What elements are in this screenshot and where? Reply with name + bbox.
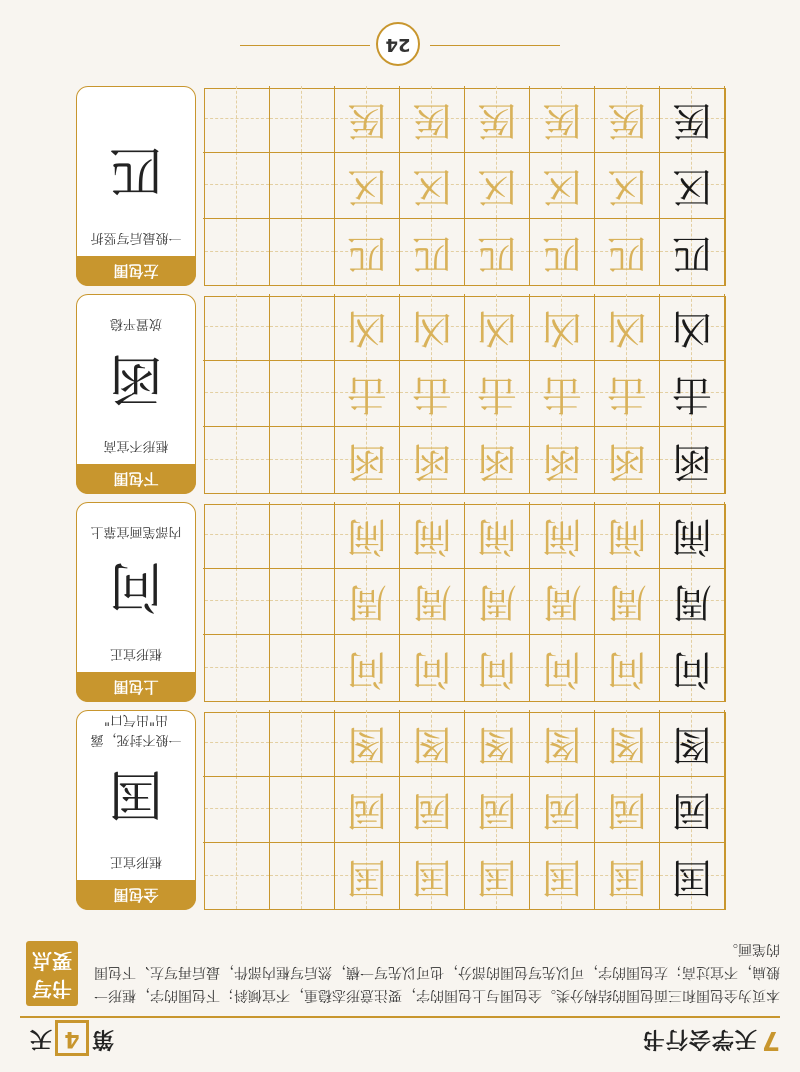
model-cell — [660, 776, 725, 842]
trace-cell[interactable] — [335, 502, 400, 568]
model-cell — [660, 568, 725, 634]
trace-character: 击 — [347, 371, 387, 417]
blank-practice-cell[interactable] — [205, 776, 270, 842]
trace-cell[interactable] — [335, 843, 400, 909]
trace-character: 凶 — [347, 305, 387, 351]
trace-cell[interactable] — [530, 219, 595, 285]
trace-cell[interactable] — [595, 843, 660, 909]
model-character: 国 — [672, 854, 712, 900]
trace-cell[interactable] — [595, 86, 660, 152]
model-cell — [660, 294, 725, 360]
trace-cell[interactable] — [465, 710, 530, 776]
blank-practice-cell[interactable] — [205, 568, 270, 634]
trace-cell[interactable] — [400, 635, 465, 701]
trace-cell[interactable] — [530, 502, 595, 568]
trace-cell[interactable] — [400, 502, 465, 568]
trace-character: 国 — [347, 854, 387, 900]
trace-character: 匹 — [607, 230, 647, 276]
description-line-2: 放置平稳 — [110, 316, 163, 331]
practice-row — [203, 153, 725, 219]
trace-cell[interactable] — [465, 776, 530, 842]
trace-character: 闹 — [477, 513, 517, 559]
structure-label: 全包围 — [76, 880, 196, 910]
model-cell — [660, 502, 725, 568]
structure-label: 上包围 — [76, 672, 196, 702]
page-number-rule-right — [240, 45, 370, 46]
trace-cell[interactable] — [465, 502, 530, 568]
structure-description — [85, 524, 187, 663]
trace-cell[interactable] — [530, 86, 595, 152]
trace-cell[interactable] — [530, 843, 595, 909]
trace-cell[interactable] — [400, 294, 465, 360]
trace-cell[interactable] — [335, 294, 400, 360]
trace-cell[interactable] — [400, 843, 465, 909]
practice-row — [203, 569, 725, 635]
practice-row — [203, 635, 725, 701]
practice-row — [203, 503, 725, 569]
blank-practice-cell[interactable] — [205, 635, 270, 701]
trace-character: 问 — [412, 646, 452, 692]
trace-character: 闹 — [607, 513, 647, 559]
day-number: 4 — [55, 1020, 89, 1056]
blank-practice-cell[interactable] — [270, 568, 335, 634]
trace-cell[interactable] — [400, 568, 465, 634]
practice-grid — [204, 88, 726, 286]
practice-row — [203, 777, 725, 843]
trace-character: 凶 — [542, 305, 582, 351]
section-3 — [76, 88, 726, 286]
trace-cell[interactable] — [465, 843, 530, 909]
page-number: 24 — [376, 22, 420, 66]
trace-cell[interactable] — [400, 710, 465, 776]
trace-character: 医 — [542, 97, 582, 143]
day-indicator — [30, 1020, 114, 1056]
description-line-1: 框形宜正 — [110, 854, 163, 869]
practice-grid — [204, 504, 726, 702]
blank-practice-cell[interactable] — [270, 86, 335, 152]
example-character: 匹 — [109, 139, 163, 202]
trace-cell[interactable] — [530, 360, 595, 426]
trace-character: 园 — [412, 787, 452, 833]
trace-cell[interactable] — [530, 152, 595, 218]
model-cell — [660, 152, 725, 218]
model-cell — [660, 86, 725, 152]
description-line-2: 内部笔画宜靠上 — [90, 524, 182, 539]
trace-cell[interactable] — [595, 776, 660, 842]
trace-cell[interactable] — [530, 635, 595, 701]
trace-character: 函 — [607, 438, 647, 484]
trace-character: 凶 — [412, 305, 452, 351]
trace-cell[interactable] — [335, 568, 400, 634]
blank-practice-cell[interactable] — [205, 360, 270, 426]
trace-cell[interactable] — [400, 219, 465, 285]
trace-character: 击 — [542, 371, 582, 417]
trace-cell[interactable] — [465, 360, 530, 426]
practice-row — [203, 361, 725, 427]
practice-row — [203, 843, 725, 909]
lesson-number: 7 — [760, 1025, 780, 1055]
trace-cell[interactable] — [400, 86, 465, 152]
description-line-1: 一般最后写竖折 — [90, 230, 182, 245]
practice-row — [203, 219, 725, 285]
structure-card — [76, 502, 196, 702]
blank-practice-cell[interactable] — [205, 152, 270, 218]
page-number-rule-left — [430, 45, 560, 46]
trace-character: 国 — [412, 854, 452, 900]
model-cell — [660, 843, 725, 909]
practice-row — [203, 295, 725, 361]
blank-practice-cell[interactable] — [270, 152, 335, 218]
day-suffix: 天 — [30, 1026, 53, 1051]
trace-character: 凶 — [477, 305, 517, 351]
description-line-2: 一般不封死，露出"出气口" — [90, 712, 182, 747]
trace-character: 图 — [542, 721, 582, 767]
trace-cell[interactable] — [335, 360, 400, 426]
structure-card — [76, 86, 196, 286]
trace-character: 匹 — [347, 230, 387, 276]
model-cell — [660, 219, 725, 285]
trace-cell[interactable] — [335, 710, 400, 776]
model-cell — [660, 427, 725, 493]
structure-description — [85, 227, 187, 247]
trace-cell[interactable] — [595, 152, 660, 218]
trace-character: 周 — [477, 579, 517, 625]
trace-character: 区 — [607, 163, 647, 209]
trace-character: 国 — [477, 854, 517, 900]
writing-tips — [20, 924, 780, 1010]
trace-character: 函 — [542, 438, 582, 484]
trace-cell[interactable] — [530, 710, 595, 776]
trace-character: 园 — [477, 787, 517, 833]
trace-character: 匹 — [412, 230, 452, 276]
trace-cell[interactable] — [530, 568, 595, 634]
blank-practice-cell[interactable] — [205, 427, 270, 493]
trace-cell[interactable] — [400, 152, 465, 218]
trace-character: 国 — [542, 854, 582, 900]
description-line-1: 框形不宜高 — [103, 438, 169, 453]
blank-practice-cell[interactable] — [205, 502, 270, 568]
model-character: 医 — [672, 97, 712, 143]
model-character: 凶 — [672, 305, 712, 351]
model-character: 击 — [672, 371, 712, 417]
blank-practice-cell[interactable] — [205, 219, 270, 285]
trace-character: 区 — [347, 163, 387, 209]
trace-cell[interactable] — [465, 294, 530, 360]
book-title — [642, 1025, 780, 1056]
trace-character: 闹 — [542, 513, 582, 559]
structure-label: 左包围 — [76, 256, 196, 286]
section-0 — [76, 712, 726, 910]
model-character: 图 — [672, 721, 712, 767]
trace-cell[interactable] — [595, 219, 660, 285]
trace-character: 周 — [347, 579, 387, 625]
trace-character: 医 — [607, 97, 647, 143]
practice-grid — [204, 712, 726, 910]
trace-cell[interactable] — [595, 502, 660, 568]
structure-card — [76, 710, 196, 910]
trace-character: 问 — [607, 646, 647, 692]
model-character: 闹 — [672, 513, 712, 559]
practice-row — [203, 711, 725, 777]
day-prefix: 第 — [92, 1026, 115, 1051]
model-cell — [660, 635, 725, 701]
trace-character: 闹 — [412, 513, 452, 559]
blank-practice-cell[interactable] — [270, 710, 335, 776]
blank-practice-cell[interactable] — [270, 427, 335, 493]
trace-cell[interactable] — [335, 427, 400, 493]
trace-character: 问 — [542, 646, 582, 692]
trace-character: 函 — [412, 438, 452, 484]
trace-cell[interactable] — [335, 776, 400, 842]
trace-cell[interactable] — [530, 427, 595, 493]
practice-grid — [204, 296, 726, 494]
model-character: 区 — [672, 163, 712, 209]
trace-character: 医 — [477, 97, 517, 143]
trace-character: 医 — [347, 97, 387, 143]
trace-cell[interactable] — [465, 635, 530, 701]
trace-cell[interactable] — [465, 427, 530, 493]
trace-character: 问 — [347, 646, 387, 692]
trace-cell[interactable] — [465, 568, 530, 634]
trace-cell[interactable] — [335, 219, 400, 285]
trace-cell[interactable] — [595, 427, 660, 493]
trace-cell[interactable] — [335, 86, 400, 152]
model-character: 园 — [672, 787, 712, 833]
trace-character: 函 — [477, 438, 517, 484]
trace-cell[interactable] — [400, 427, 465, 493]
trace-character: 周 — [607, 579, 647, 625]
trace-character: 图 — [477, 721, 517, 767]
trace-character: 击 — [477, 371, 517, 417]
trace-character: 击 — [607, 371, 647, 417]
model-cell — [660, 360, 725, 426]
trace-cell[interactable] — [400, 360, 465, 426]
model-cell — [660, 710, 725, 776]
blank-practice-cell[interactable] — [205, 294, 270, 360]
trace-cell[interactable] — [530, 294, 595, 360]
trace-character: 图 — [412, 721, 452, 767]
model-character: 函 — [672, 438, 712, 484]
structure-label: 下包围 — [76, 464, 196, 494]
header-divider — [20, 1016, 780, 1018]
blank-practice-cell[interactable] — [270, 635, 335, 701]
blank-practice-cell[interactable] — [270, 776, 335, 842]
trace-character: 国 — [607, 854, 647, 900]
trace-character: 区 — [477, 163, 517, 209]
model-character: 周 — [672, 579, 712, 625]
trace-cell[interactable] — [465, 86, 530, 152]
trace-cell[interactable] — [595, 710, 660, 776]
trace-character: 函 — [347, 438, 387, 484]
tips-badge: 书写要点 — [26, 941, 78, 1006]
trace-cell[interactable] — [465, 219, 530, 285]
structure-description — [85, 316, 187, 455]
trace-character: 击 — [412, 371, 452, 417]
page-header — [20, 1014, 780, 1062]
blank-practice-cell[interactable] — [270, 360, 335, 426]
trace-cell[interactable] — [335, 152, 400, 218]
practice-row — [203, 427, 725, 493]
trace-character: 园 — [347, 787, 387, 833]
structure-card — [76, 294, 196, 494]
example-character: 函 — [109, 347, 163, 410]
trace-character: 图 — [347, 721, 387, 767]
blank-practice-cell[interactable] — [205, 710, 270, 776]
description-line-1: 框形宜正 — [110, 646, 163, 661]
trace-cell[interactable] — [530, 776, 595, 842]
model-character: 匹 — [672, 230, 712, 276]
example-character: 国 — [109, 763, 163, 826]
section-1 — [76, 504, 726, 702]
example-character: 问 — [109, 555, 163, 618]
blank-practice-cell[interactable] — [205, 86, 270, 152]
trace-cell[interactable] — [595, 635, 660, 701]
trace-character: 闹 — [347, 513, 387, 559]
trace-cell[interactable] — [465, 152, 530, 218]
trace-cell[interactable] — [595, 568, 660, 634]
trace-character: 匹 — [542, 230, 582, 276]
book-title-text: 天学会行书 — [641, 1026, 757, 1051]
trace-cell[interactable] — [595, 294, 660, 360]
structure-description — [85, 712, 187, 871]
trace-character: 区 — [542, 163, 582, 209]
blank-practice-cell[interactable] — [270, 502, 335, 568]
trace-character: 图 — [607, 721, 647, 767]
practice-row — [203, 87, 725, 153]
trace-cell[interactable] — [335, 635, 400, 701]
blank-practice-cell[interactable] — [270, 843, 335, 909]
tips-text: 本页为全包围和三面包围的结构分类。全包围与上包围的字，要注意形态稳重，不宜倾斜；下包围的字，框形一般扁，不宜过高；左包围的字，可以先写包围的部分，也可以先写一横，然后写框内部件，最后再写左、下包围的笔画。 — [94, 941, 780, 1003]
model-character: 问 — [672, 646, 712, 692]
trace-character: 医 — [412, 97, 452, 143]
blank-practice-cell[interactable] — [270, 219, 335, 285]
trace-character: 区 — [412, 163, 452, 209]
section-2 — [76, 296, 726, 494]
trace-character: 凶 — [607, 305, 647, 351]
trace-character: 问 — [477, 646, 517, 692]
trace-character: 周 — [412, 579, 452, 625]
trace-character: 匹 — [477, 230, 517, 276]
trace-character: 周 — [542, 579, 582, 625]
trace-cell[interactable] — [595, 360, 660, 426]
trace-cell[interactable] — [400, 776, 465, 842]
blank-practice-cell[interactable] — [205, 843, 270, 909]
trace-character: 园 — [607, 787, 647, 833]
trace-character: 园 — [542, 787, 582, 833]
blank-practice-cell[interactable] — [270, 294, 335, 360]
